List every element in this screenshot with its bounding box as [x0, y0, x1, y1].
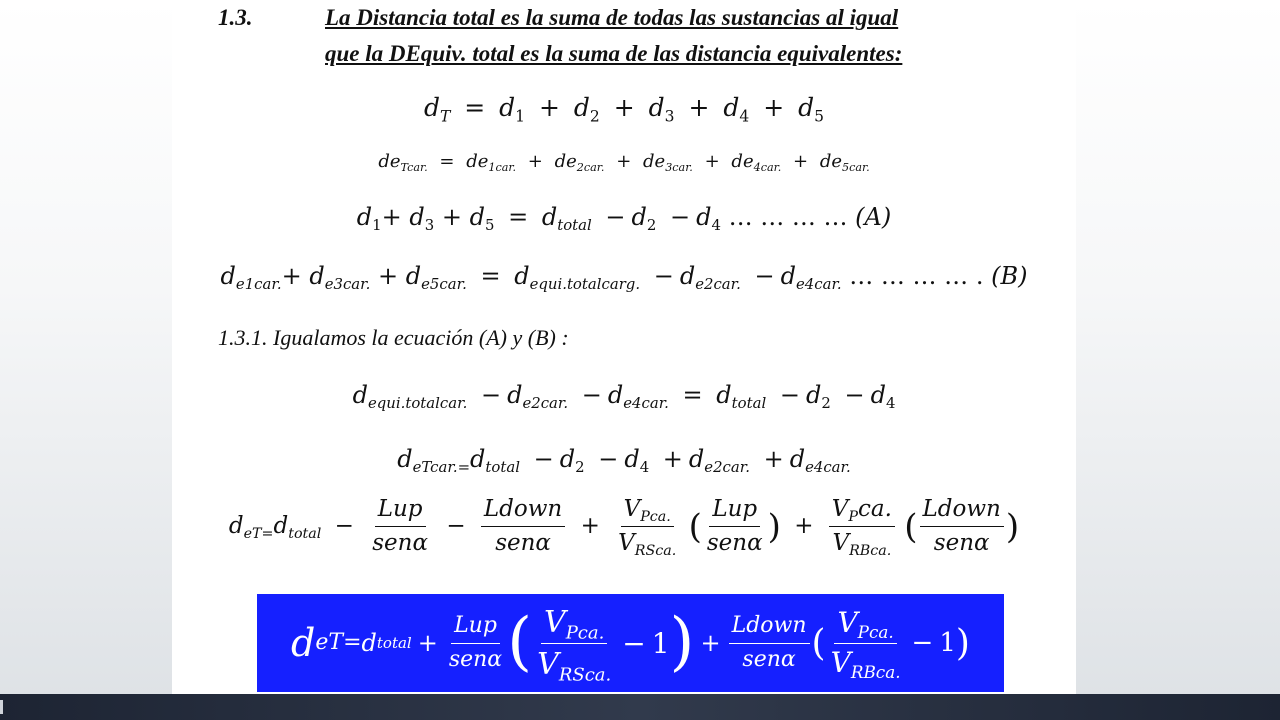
- equation-equate-A-B: $d_{equi.totalcar.} - d_{e2car.} - d_{e4car.} = d_{total} - d_2 - d_4$: [352, 381, 896, 413]
- equation-equivalent-distance: $de_{Tcar.} = de_{1car.} + de_{2car.} + de_{3car.} + de_{4car.} + de_{5car.}$: [378, 151, 870, 174]
- equation-eT-car: $d_{eTcar.=}d_{total} - d_2 - d_4 + d_{e2car.} + d_{e4car.}$: [397, 445, 851, 477]
- bottom-taskbar: [0, 694, 1280, 720]
- section-number: 1.3.: [218, 5, 253, 30]
- subsection-heading: 1.3.1. Igualamos la ecuación (A) y (B) :: [218, 325, 569, 350]
- fraction-vp-vrb: $\frac{V_Pca.}{V_{RBca.}}$: [829, 497, 895, 557]
- highlighted-final-equation: d eT= d total + $\frac{\text{Lup}}{\text{senα}}$ ( $\frac{V_{Pca.}}{V_{RSca.}}$ − 1 ) + $\frac{\text{Ldown}}{\text{senα}}$ ( $\frac{V_{Pca.}}{V_{RBca.}}$ − 1 ): [257, 594, 1004, 692]
- fraction-vp-vrs: $\frac{V_{Pca.}}{V_{RSca.}}$: [618, 496, 677, 560]
- fraction-ldown-sen: $\frac{\text{Ldown}}{\text{senα}}$: [481, 497, 565, 557]
- section-title-line-2: que la DEquiv. total es la suma de las distancia equivalentes:: [325, 41, 903, 66]
- equation-A: $d_1+ d_3 + d_5 = d_{total} - d_2 - d_4$ … … … … (A): [356, 203, 892, 235]
- bar-marker: [0, 700, 3, 714]
- equation-total-distance: $d_T = d_1 + d_2 + d_3 + d_4 + d_5$: [423, 93, 825, 126]
- document-page: [172, 0, 1076, 694]
- equation-eT-expanded: $d_{eT=}d_{total}$ − $\frac{\text{Lup}}{\text{senα}}$ − $\frac{\text{Ldown}}{\text{senα}}$ + $\frac{V_{Pca.}}{V_{RSca.}}$ ( $\frac{\text{Lup}}{\text{senα}}$ ) + $\frac{V_Pca.}{V_{RBca.}}$ ( $\frac{\text{Ldown}}{\text{senα}}$ ): [228, 496, 1020, 560]
- equation-B: $d_{e1car.}+ d_{e3car.} + d_{e5car.} = d_{equi.totalcarg.} - d_{e2car.} - d_{e4car.}$ … … … … . (B): [220, 262, 1028, 294]
- fraction-lup-sen: $\frac{\text{Lup}}{\text{senα}}$: [372, 496, 428, 557]
- section-title-line-1: La Distancia total es la suma de todas las sustancias al igual: [325, 5, 899, 30]
